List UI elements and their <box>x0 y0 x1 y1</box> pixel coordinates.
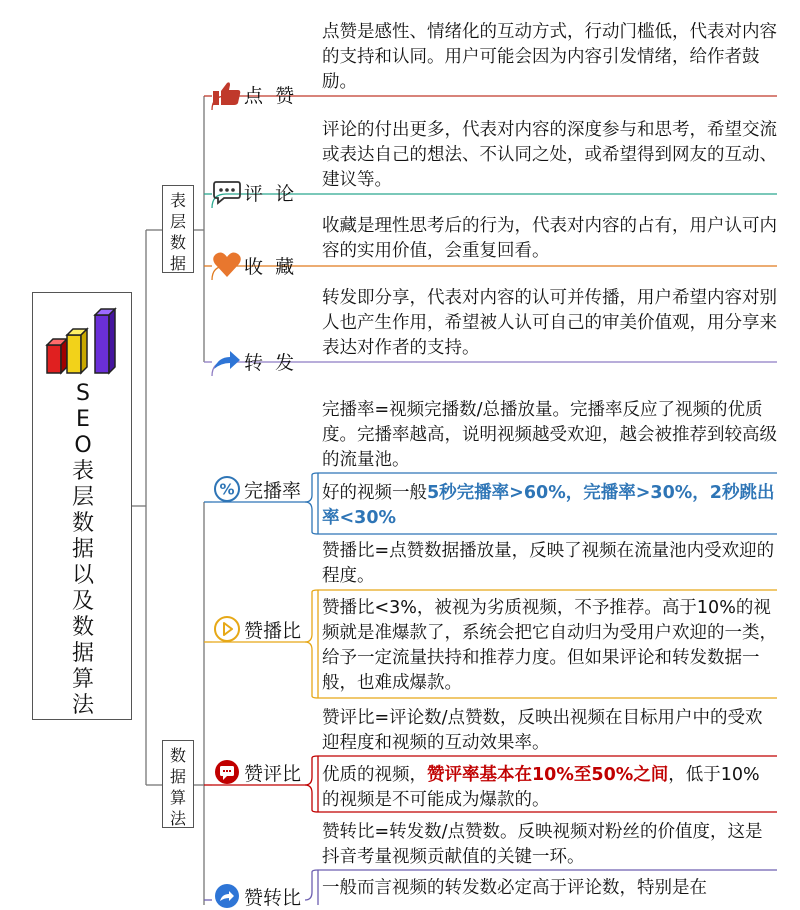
category-data-algorithm: 数 据 算 法 <box>162 740 194 828</box>
desc-favorite: 收藏是理性思考后的行为，代表对内容的占有，用户认可内容的实用价值，会重复回看。 <box>322 216 777 261</box>
node-like-comment-ratio-label: 赞评比 <box>244 762 302 785</box>
node-comment <box>212 178 294 206</box>
root-node <box>32 292 132 720</box>
node-like-label: 点 赞 <box>244 84 295 107</box>
note-like-comment-ratio-prefix: 优质的视频， <box>322 765 427 785</box>
desc-like: 点赞是感性、情绪化的互动方式，行动门槛低，代表对内容的支持和认同。用户可能会因为内容引发情绪，给作者鼓励。 <box>322 22 777 92</box>
desc-share: 转发即分享，代表对内容的认可并传播，用户希望内容对别人也产生作用，希望被人认可自己的审美价值观，用分享来表达对作者的支持。 <box>322 288 777 358</box>
speech-bubble-icon <box>212 178 242 206</box>
note-like-comment-ratio-highlight: 赞评率基本在10%至50%之间 <box>427 765 669 785</box>
share-circle-icon <box>212 882 242 910</box>
node-like-comment-ratio <box>212 758 301 786</box>
node-completion-rate-label: 完播率 <box>244 479 302 502</box>
desc-like-comment-ratio: 赞评比=评论数/点赞数，反映出视频在目标用户中的受欢迎程度和视频的互动效果率。 <box>322 708 763 753</box>
note-like-share-ratio: 一般而言视频的转发数必定高于评论数，特别是在 <box>322 878 707 898</box>
percent-icon <box>212 475 242 503</box>
root-title: S E O 表 层 数 据 以 及 数 据 算 法 <box>71 381 94 718</box>
desc-like-share-ratio: 赞转比=转发数/点赞数。反映视频对粉丝的价值度，这是抖音考量视频贡献值的关键一环。 <box>322 822 763 867</box>
svg-text:%: % <box>219 480 235 499</box>
node-like-share-ratio <box>212 882 301 910</box>
note-completion-rate <box>322 481 777 531</box>
note-completion-rate-text: 好的视频一般 <box>322 483 427 503</box>
share-arrow-icon <box>212 347 242 375</box>
node-share-label: 转 发 <box>244 351 295 374</box>
comment-box-icon <box>212 758 242 786</box>
desc-completion-rate: 完播率=视频完播数/总播放量。完播率反应了视频的优质度。完播率越高，说明视频越受欢迎，越会被推荐到较高级的流量池。 <box>322 400 777 470</box>
thumbs-up-icon <box>212 80 242 108</box>
note-like-comment-ratio-suffix: ，低于10%的视频是不可能成为爆款的。 <box>322 765 760 810</box>
note-completion-rate-highlight: 5秒完播率>60%，完播率>30%，2秒跳出率<30% <box>322 483 775 528</box>
desc-like-play-ratio: 赞播比=点赞数据播放量，反映了视频在流量池内受欢迎的程度。 <box>322 541 775 586</box>
node-like-play-ratio-label: 赞播比 <box>244 619 302 642</box>
node-like-play-ratio <box>212 615 301 643</box>
desc-comment: 评论的付出更多，代表对内容的深度参与和思考，希望交流或表达自己的想法、不认同之处，或希望得到网友的互动、建议等。 <box>322 120 777 190</box>
play-icon <box>212 615 242 643</box>
node-favorite <box>212 251 294 279</box>
category-surface-data: 表 层 数 据 <box>162 185 194 273</box>
bar-chart-logo-icon <box>43 301 123 381</box>
node-comment-label: 评 论 <box>244 182 295 205</box>
node-favorite-label: 收 藏 <box>244 255 295 278</box>
node-like <box>212 80 294 108</box>
node-completion-rate <box>212 475 301 503</box>
node-like-share-ratio-label: 赞转比 <box>244 886 302 909</box>
heart-icon <box>212 251 242 279</box>
note-like-play-ratio: 赞播比<3%，被视为劣质视频，不予推荐。高于10%的视频就是准爆款了，系统会把它自动归为受用户欢迎的一类，给予一定流量扶持和推荐力度。但如果评论和转发数据一般，也难成爆款。 <box>322 598 777 693</box>
node-share <box>212 347 294 375</box>
note-like-comment-ratio <box>322 763 777 813</box>
